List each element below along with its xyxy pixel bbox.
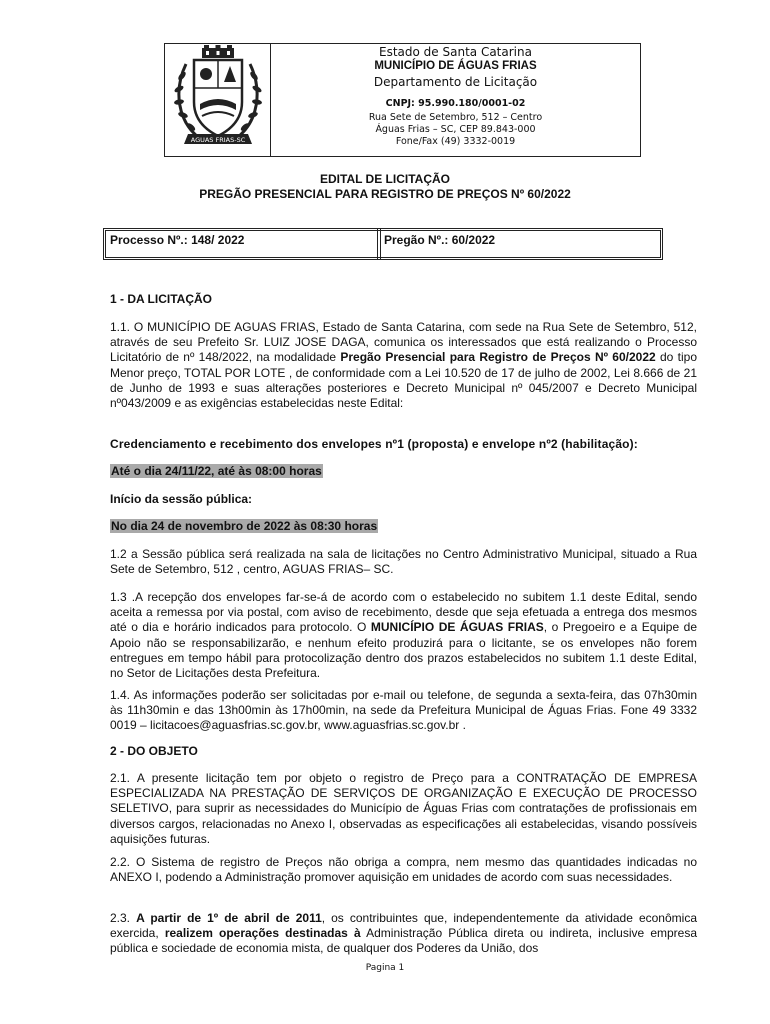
document-title: EDITAL DE LICITAÇÃO <box>320 172 450 186</box>
section-1-title: 1 - DA LICITAÇÃO <box>110 292 212 306</box>
paragraph-1-1: 1.1. O MUNICÍPIO DE AGUAS FRIAS, Estado de Santa Catarina, com sede na Rua Sete de Setembro, 512, através de seu Prefeito Sr. LUIZ JOSE DAGA, comunica os interessados que está realizando o Processo Licitatório de nº 148/2022, na modalidade Pregão Presencial para Registro de Preços Nº 60/2022 do tipo Menor preço, TOTAL POR LOTE , de conformidade com a Lei 10.520 de 17 de julho de 2002, Lei 8.666 de 21 de Junho de 1993 e suas alterações posteriores e Decreto Municipal nº 045/2007 e Decreto Municipal nº043/2009 e as exigências estabelecidas neste Edital: <box>110 320 697 411</box>
pregao-number: Pregão Nº.: 60/2022 <box>384 233 496 247</box>
header-municipality: MUNICÍPIO DE ÁGUAS FRIAS <box>374 60 537 72</box>
credenciamento-heading: Credenciamento e recebimento dos envelopes nº1 (proposta) e envelope nº2 (habilitação): <box>110 437 638 451</box>
crest-ribbon-text: AGUAS FRIAS-SC <box>190 136 246 144</box>
paragraph-1-3: 1.3 .A recepção dos envelopes far-se-á de acordo com o estabelecido no subitem 1.1 deste Edital, sendo aceita a remessa por via postal, com aviso de recebimento, desde que seja efetuada a entrega dos mesmos até o dia e horário indicados para protocolo. O MUNICÍPIO DE ÁGUAS FRIAS, o Pregoeiro e a Equipe de Apoio não se responsabilizarão, e nenhum efeito produzirá para o licitante, se os envelopes não forem entregues em tempo hábil para protocolização dentro dos prazos estabelecidos no subitem 1.1 deste Edital, no Setor de Licitações desta Prefeitura. <box>110 590 698 681</box>
paragraph-2-2: 2.2. O Sistema de registro de Preços não obriga a compra, nem mesmo das quantidades indicadas no ANEXO I, podendo a Administração promover aquisição em unidades de acordo com suas necessidades. <box>110 855 697 885</box>
document-subtitle: PREGÃO PRESENCIAL PARA REGISTRO DE PREÇOS Nº 60/2022 <box>199 187 571 201</box>
header-address-line-2: Águas Frias – SC, CEP 89.843-000 <box>375 124 536 135</box>
session-date-highlight: No dia 24 de novembro de 2022 às 08:30 horas <box>111 519 378 533</box>
paragraph-1-2: 1.2 a Sessão pública será realizada na sala de licitações no Centro Administrativo Municipal, situado a Rua Sete de Setembro, 512 , centro, AGUAS FRIAS– SC. <box>110 547 697 577</box>
paragraph-1-4: 1.4. As informações poderão ser solicitadas por e-mail ou telefone, de segunda a sexta-feira, das 07h30min às 11h30min e das 13h00min às 17h00min, na sede da Prefeitura Municipal de Águas Frias. Fone 49 3332 0019 – licitacoes@aguasfrias.sc.gov.br, www.aguasfrias.sc.gov.br . <box>110 688 697 733</box>
header-phone: Fone/Fax (49) 3332-0019 <box>395 136 516 147</box>
session-start-heading: Início da sessão pública: <box>110 492 253 506</box>
paragraph-2-3: 2.3. A partir de 1º de abril de 2011, os contribuintes que, independentemente da atividade econômica exercida, realizem operações destinadas à Administração Pública direta ou indireta, inclusive empresa pública e sociedade de economia mista, de qualquer dos Poderes da União, dos <box>110 911 698 956</box>
municipal-crest-icon <box>172 44 264 154</box>
header-cnpj: CNPJ: 95.990.180/0001-02 <box>385 98 526 109</box>
paragraph-2-1: 2.1. A presente licitação tem por objeto o registro de Preço para a CONTRATAÇÃO DE EMPRESA ESPECIALIZADA NA PRESTAÇÃO DE SERVIÇOS DE ORGANIZAÇÃO E EXECUÇÃO DE PROCESSO SELETIVO, para suprir as necessidades do Município de Águas Frias com contratações de profissionais em diversos cargos, relacionadas no Anexo I, observadas as especificações ali estabelecidas, visando possíveis aquisições futuras. <box>110 771 697 846</box>
header-address-line-1: Rua Sete de Setembro, 512 – Centro <box>368 112 543 123</box>
page-number: Pagina 1 <box>365 963 405 973</box>
header-state: Estado de Santa Catarina <box>379 45 532 59</box>
header-department: Departamento de Licitação <box>373 75 538 89</box>
process-box-divider <box>377 228 381 260</box>
section-2-title: 2 - DO OBJETO <box>110 744 198 758</box>
process-number: Processo Nº.: 148/ 2022 <box>110 233 245 247</box>
deadline-highlight: Até o dia 24/11/22, até às 08:00 horas <box>111 464 322 478</box>
